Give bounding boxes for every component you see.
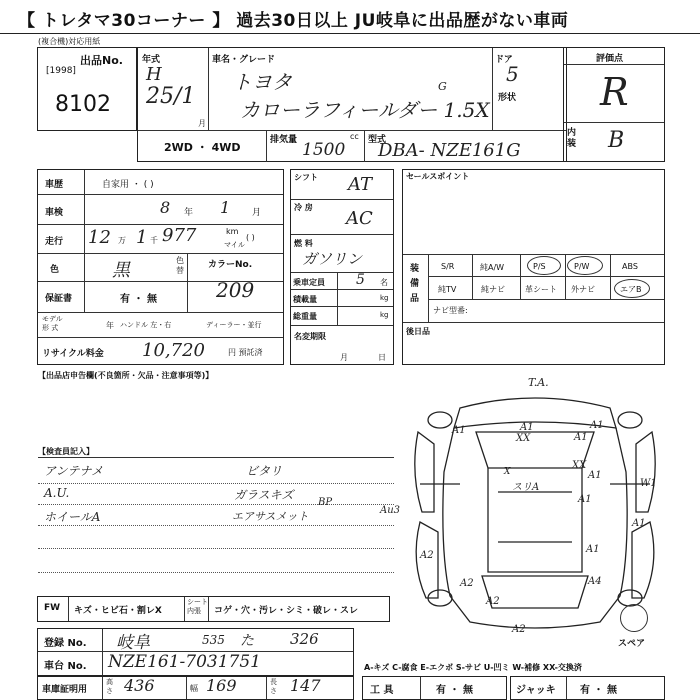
diag-mark-9: A1 [588, 470, 602, 481]
diag-mark-5: A1 [574, 432, 588, 443]
mileage-man: 12 [88, 227, 111, 248]
score-value: R [600, 70, 629, 114]
equip-navi: 純ナビ [481, 285, 505, 294]
diag-mark-13: Au3 [380, 505, 401, 516]
certificate-label: 車庫証明用 [42, 685, 88, 695]
registration-label: 登録 No. [44, 638, 87, 649]
change-period-day: 日 [378, 353, 386, 362]
chassis-label: 車台 No. [44, 661, 87, 672]
jack-value: 有 ・ 無 [580, 685, 617, 696]
diag-mark-18: A4 [588, 576, 602, 587]
equip-airbag: エアB [620, 285, 642, 294]
defects-sheet: シート 内張 [187, 598, 208, 615]
year-label: 年式 [142, 55, 161, 65]
mileage-unit-mile: マイル [224, 241, 245, 249]
load-unit: kg [380, 294, 389, 302]
registration-class: 535 [202, 633, 225, 647]
note-left-3: ホイールA [44, 510, 101, 524]
equip-aw: 純A/W [480, 263, 505, 272]
diag-mark-8: X [504, 467, 511, 477]
subnote: (複合機)対応用紙 [38, 37, 101, 46]
drive-text: 2WD ・ 4WD [164, 141, 241, 154]
inspection-year-unit: 年 [184, 208, 194, 218]
color-value: 黒 [112, 260, 130, 281]
capacity-value: 5 [356, 272, 365, 288]
certificate-w-value: 169 [206, 676, 237, 695]
fuel-value: ガソリン [302, 250, 363, 268]
warranty-label: 保証書 [45, 294, 73, 304]
inspection-year: 8 [160, 198, 171, 217]
shift-value: AT [348, 174, 373, 195]
certificate-l-label: 長さ [270, 678, 277, 695]
note-left-2: A.U. [44, 486, 70, 500]
diag-mark-7: XX [572, 460, 587, 471]
diag-mark-1: T.A. [528, 376, 549, 389]
note-left-1: アンテナメ [44, 464, 104, 478]
inspection-month-unit: 月 [252, 208, 262, 218]
aircon-label: 冷 房 [294, 203, 313, 212]
equip-sr: S/R [441, 262, 455, 271]
change-period-label: 名変期限 [294, 332, 326, 341]
note-right-2: ガラスキズ [234, 488, 294, 502]
capacity-label: 乗車定員 [293, 278, 325, 287]
tools-label: 工 具 [370, 685, 394, 696]
aircon-value: AC [346, 208, 373, 229]
defects-sheet-items: コゲ・穴・汚レ・シミ・破レ・スレ [214, 606, 359, 616]
lot-code: [1998] [46, 66, 76, 76]
year-era: H [146, 64, 162, 85]
recycle-label: リサイクル料金 [42, 349, 104, 359]
diag-mark-12: W1 [640, 478, 657, 489]
lot-label: 出品No. [80, 54, 123, 67]
note-right-1: ビタリ [246, 464, 283, 478]
equip-leather: 革シート [525, 285, 557, 294]
shift-label: シフト [294, 173, 318, 182]
model-type-year-unit: 年 [106, 321, 114, 330]
gross-unit: kg [380, 311, 389, 319]
model-type-handle: ハンドル 左・右 [120, 321, 172, 329]
mileage-unit-km: km [226, 227, 239, 236]
diag-mark-17: A2 [460, 578, 474, 589]
diag-mark-14: A1 [632, 518, 646, 529]
engine-label: 排気量 [270, 135, 298, 145]
recycle-unit: 円 預託済 [228, 348, 263, 357]
registration-kana: た [240, 633, 254, 649]
diag-mark-20: A2 [512, 624, 526, 635]
score-interior-label: 内 装 [567, 128, 577, 149]
equip-tv: 純TV [438, 285, 457, 294]
circle-pw [567, 256, 603, 275]
inspector-label: 【検査員記入】 [38, 447, 94, 456]
mileage-man-unit: 万 [118, 236, 126, 245]
diag-mark-11: A1 [578, 494, 592, 505]
certificate-h-value: 436 [124, 676, 155, 695]
mileage-sen: 1 [136, 227, 148, 248]
mileage-paren: ( ) [246, 233, 255, 242]
name-model: カローラフィールダー 1.5X [240, 98, 490, 122]
declaration-label: 【出品店申告欄(不良箇所・欠品・注意事項等)】 [38, 371, 214, 380]
certificate-l-value: 147 [290, 676, 321, 695]
diag-mark-3: A1 [520, 422, 534, 433]
model-type-label: モデル 形 式 [42, 315, 63, 332]
doors-label: ドア [495, 55, 513, 65]
note-bp: BP [318, 497, 333, 508]
gross-label: 総重量 [293, 312, 317, 321]
banner [0, 0, 700, 34]
color-code: 209 [216, 278, 255, 302]
diag-mark-2: A1 [452, 425, 466, 436]
diag-mark-6: A1 [590, 420, 604, 431]
engine-unit: cc [350, 132, 359, 141]
certificate-h-label: 高さ [106, 678, 113, 695]
score-label: 評価点 [596, 54, 624, 64]
registration-pref: 岐阜 [116, 633, 150, 653]
mileage-sen-unit: 千 [150, 236, 158, 245]
model-code-value: DBA- NZE161G [378, 140, 521, 161]
fuel-label: 燃 料 [294, 239, 313, 248]
equip-pw: P/W [574, 262, 590, 271]
tools-value: 有 ・ 無 [436, 685, 473, 696]
diag-mark-19: A2 [486, 596, 500, 607]
name-maker: トヨタ [232, 70, 292, 94]
banner-text: 【 トレタマ30コーナー 】 過去30日以上 JU岐阜に出品歴がない車両 [18, 11, 569, 31]
change-period-month: 月 [340, 353, 348, 362]
warranty-value: 有 ・ 無 [120, 294, 157, 305]
lot-number: 8102 [55, 92, 111, 117]
damage-legend: A-キズ C-腐食 E-エクボ S-サビ U-凹ミ W-補修 XX-交換済 [364, 663, 582, 672]
color-change-label: 色替 [176, 256, 184, 275]
diag-mark-10: スリA [512, 482, 540, 493]
diag-mark-4: XX [516, 433, 531, 444]
later-label: 後日品 [406, 327, 430, 336]
certificate-w-label: 幅 [190, 684, 198, 693]
inspection-month: 1 [220, 198, 231, 217]
circle-ps [527, 256, 561, 275]
doors-shape-label: 形状 [498, 93, 517, 103]
capacity-unit: 名 [380, 278, 388, 287]
inspection-label: 車検 [45, 208, 64, 218]
diag-mark-16: A1 [586, 544, 600, 555]
load-label: 積載量 [293, 295, 317, 304]
year-value: 25/1 [146, 84, 196, 109]
recycle-value: 10,720 [142, 340, 205, 361]
doors-value: 5 [506, 62, 519, 86]
history-value: 自家用 ・ ( ) [102, 180, 154, 190]
defects-label: FW [44, 603, 61, 613]
chassis-value: NZE161-7031751 [108, 652, 261, 672]
spare-tire-icon [620, 604, 648, 632]
navi-model-label: ナビ型番: [433, 306, 468, 315]
name-mark: G [438, 80, 447, 93]
equip-abs: ABS [622, 262, 638, 271]
name-label: 車名・グレード [212, 55, 276, 65]
history-label: 車歴 [45, 180, 64, 190]
spare-label: スペア [618, 639, 646, 649]
mileage-rest: 977 [162, 225, 197, 246]
note-right-3: エアサスメット [232, 510, 309, 523]
model-type-dealer: ディーラー・並行 [206, 321, 262, 329]
mileage-label: 走行 [45, 237, 64, 247]
registration-number: 326 [290, 630, 319, 648]
sales-point-label: セールスポイント [406, 172, 470, 181]
model-code-label: 型式 [368, 135, 387, 145]
color-code-label: カラーNo. [208, 260, 253, 270]
color-label: 色 [50, 265, 60, 275]
equipment-label: 装 備 品 [410, 264, 420, 304]
engine-value: 1500 [302, 140, 346, 160]
equip-ps: P/S [533, 262, 546, 271]
defects-items: キズ・ヒビ石・割レX [74, 606, 162, 616]
year-month-mark: 月 [198, 119, 206, 128]
circle-airbag [614, 279, 650, 298]
score-interior-value: B [608, 128, 625, 153]
diag-mark-15: A2 [420, 550, 434, 561]
jack-label: ジャッキ [516, 685, 556, 696]
equip-ext-navi: 外ナビ [571, 285, 595, 294]
car-diagram [400, 372, 670, 640]
